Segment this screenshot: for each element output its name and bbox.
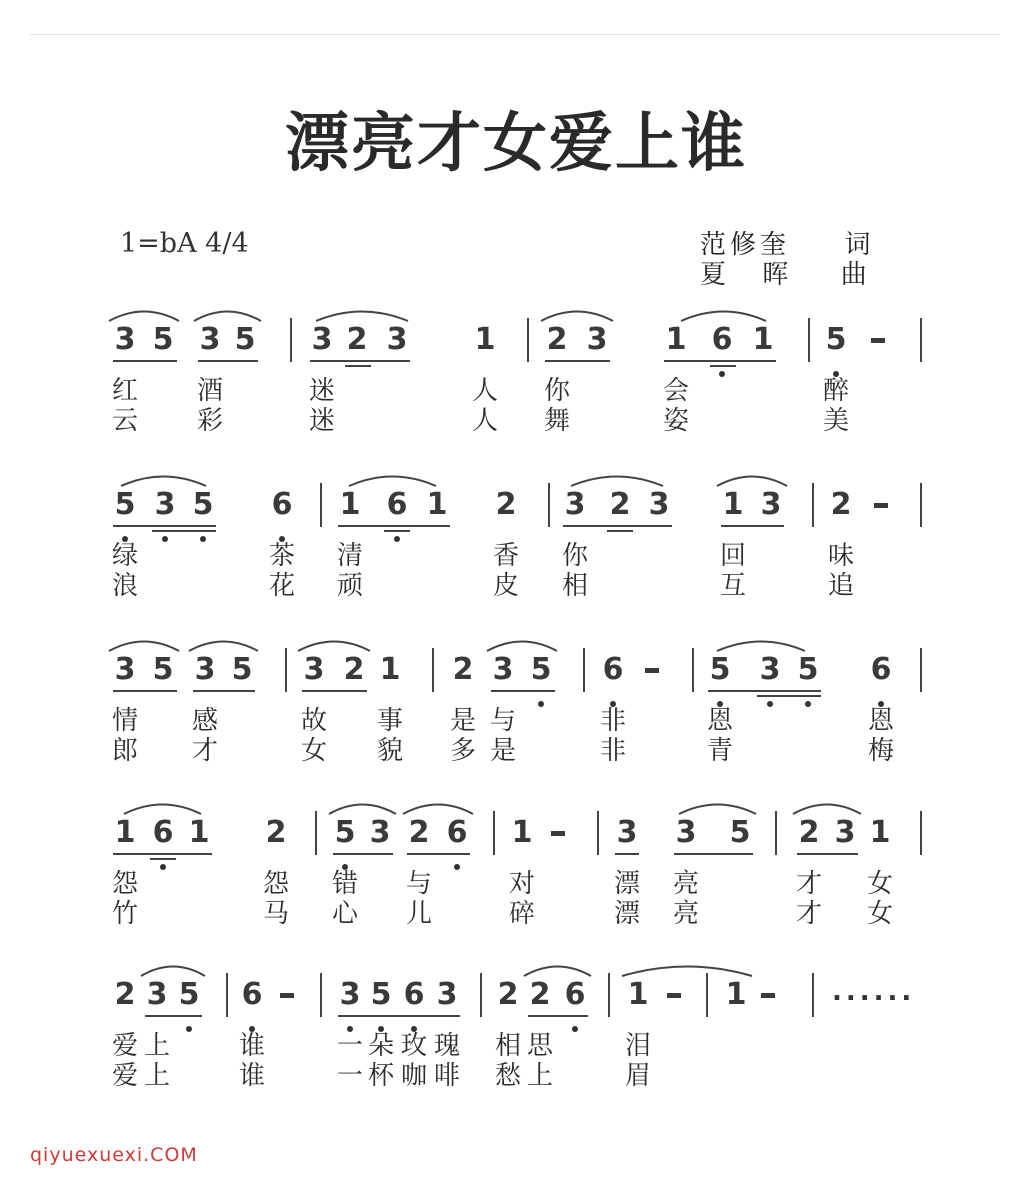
slur-mark [327,801,398,815]
duration-underline [545,360,610,362]
lyric-verse-1: 茶 [268,541,295,571]
octave-dot-below [538,701,544,707]
octave-dot-below [160,864,166,870]
lyric-verse-2: 是 [489,736,516,766]
octave-dot-below [454,864,460,870]
note-number: 2 [265,815,287,850]
note-number: 5 [797,652,819,687]
lyric-verse-2: 美 [822,406,849,436]
slur-mark [539,308,615,322]
note-number: 3 [586,322,608,357]
duration-underline [193,690,255,692]
duration-underline [491,690,555,692]
lyric-verse-2: 儿 [405,899,432,929]
duration-underline [615,853,639,855]
note-number: 3 [386,322,408,357]
lyric-verse-2: 彩 [196,406,223,436]
composer-name: 夏 晖 [700,260,803,290]
note-number: 1 [339,487,361,522]
duration-underline [113,690,177,692]
top-divider [30,34,1000,35]
slur-mark [401,801,475,815]
barline [808,318,810,362]
note-number: 6 [446,815,468,850]
barline [812,483,814,527]
note-number: 3 [114,322,136,357]
note-number: 1 [752,322,774,357]
duration-underline [113,525,216,527]
lyric-verse-1: 怨 [262,869,289,899]
lyric-verse-1: 会 [662,376,689,406]
lyric-verse-2: 郎 [111,736,138,766]
barline [583,648,585,692]
note-number: 2 [452,652,474,687]
lyric-verse-1: 思 [526,1031,553,1061]
barline [920,483,922,527]
lyric-verse-2: 相 [561,571,588,601]
slur-mark [107,308,181,322]
duration-underline [338,525,450,527]
lyric-verse-1: 女 [866,869,893,899]
lyric-verse-1: 一 [336,1031,363,1061]
barline [548,483,550,527]
lyric-verse-2: 啡 [433,1061,460,1091]
duration-underline [757,695,821,697]
slur-mark [715,473,789,487]
note-number: 3 [648,487,670,522]
duration-underline [152,530,216,532]
barline [775,811,777,855]
note-number: 3 [311,322,333,357]
lyric-verse-1: 谁 [238,1031,265,1061]
note-number: 6 [241,977,263,1012]
duration-underline [674,853,753,855]
lyric-verse-2: 人 [471,406,498,436]
lyric-verse-1: 是 [449,706,476,736]
note-number: 1 [665,322,687,357]
note-number: 3 [194,652,216,687]
note-number: 6 [602,652,624,687]
slur-mark [679,308,768,322]
lyric-verse-1: 恩 [706,706,733,736]
lyric-verse-1: 爱 [111,1031,138,1061]
lyric-verse-2: 皮 [492,571,519,601]
note-number: 3 [146,977,168,1012]
lyric-verse-2: 花 [268,571,295,601]
barline [812,973,814,1017]
barline [920,648,922,692]
duration-underline [113,360,177,362]
barline [285,648,287,692]
duration-underline [710,365,736,367]
note-number: 2 [408,815,430,850]
lyric-verse-1: 怨 [111,869,138,899]
lyric-verse-2: 漂 [613,899,640,929]
duration-underline [664,360,776,362]
composer-credit [700,254,871,291]
note-number: 3 [114,652,136,687]
lyric-verse-2: 浪 [111,571,138,601]
lyric-verse-2: 青 [706,736,733,766]
octave-dot-below [572,1026,578,1032]
lyric-verse-2: 女 [866,899,893,929]
barline [493,811,495,855]
lyric-verse-1: 绿 [111,541,138,571]
lyric-verse-2: 顽 [336,571,363,601]
lyric-verse-2: 心 [331,899,358,929]
duration-underline [198,360,258,362]
lyric-verse-1: 迷 [308,376,335,406]
note-number: 2 [495,487,517,522]
barline [320,973,322,1017]
barline [692,648,694,692]
note-number: 2 [609,487,631,522]
lyric-verse-2: 舞 [543,406,570,436]
note-number: 6 [152,815,174,850]
lyric-verse-1: 才 [795,869,822,899]
lyric-verse-2: 爱 [111,1061,138,1091]
lyric-verse-1: 泪 [624,1031,651,1061]
barline [320,483,322,527]
slur-mark [139,963,207,977]
duration-underline [528,1015,588,1017]
note-number: 1 [511,815,533,850]
lyrics-label: 词 [844,230,875,260]
lyric-verse-2: 杯 [367,1061,394,1091]
note-number: 5 [530,652,552,687]
lyric-verse-1: 玫 [400,1031,427,1061]
lyric-verse-1: 事 [376,706,403,736]
duration-underline [607,530,633,532]
barline [226,973,228,1017]
duration-underline [563,525,672,527]
lyric-verse-1: 醉 [822,376,849,406]
duration-underline [797,853,858,855]
lyric-verse-1: 回 [719,541,746,571]
duration-underline [113,853,212,855]
note-number: 2 [497,977,519,1012]
slur-mark [791,801,863,815]
sustain-dash [280,993,294,998]
lyric-verse-1: 与 [405,869,432,899]
barline [290,318,292,362]
slur-mark [715,638,807,652]
barline [920,318,922,362]
note-number: 6 [564,977,586,1012]
note-number: 3 [760,487,782,522]
slur-mark [187,638,260,652]
lyric-verse-2: 眉 [624,1061,651,1091]
lyric-verse-2: 一 [336,1061,363,1091]
note-number: 3 [675,815,697,850]
lyric-verse-1: 味 [827,541,854,571]
lyric-verse-2: 谁 [238,1061,265,1091]
lyric-verse-2: 咖 [400,1061,427,1091]
note-number: 1 [725,977,747,1012]
lyric-verse-2: 梅 [867,736,894,766]
lyric-verse-1: 亮 [672,869,699,899]
octave-dot-below [162,536,168,542]
watermark: qiyuexuexi.COM [30,1144,198,1166]
barline [432,648,434,692]
lyric-verse-1: 你 [561,541,588,571]
lyric-verse-1: 朵 [367,1031,394,1061]
lyric-verse-2: 才 [191,736,218,766]
lyric-verse-1: 漂 [613,869,640,899]
note-number: 6 [386,487,408,522]
octave-dot-below [186,1026,192,1032]
lyric-verse-1: 非 [599,706,626,736]
lyric-verse-2: 竹 [111,899,138,929]
sustain-dash [761,993,775,998]
duration-underline [302,690,367,692]
note-number: 6 [711,322,733,357]
note-number: 5 [729,815,751,850]
lyric-verse-2: 互 [719,571,746,601]
sustain-dash [645,668,659,673]
note-number: 3 [436,977,458,1012]
slur-mark [485,638,559,652]
song-title: 漂亮才女爱上谁 [285,106,747,181]
continuation-dots: ...... [832,977,916,1007]
note-number: 3 [616,815,638,850]
lyric-verse-2: 马 [262,899,289,929]
note-number: 6 [403,977,425,1012]
note-number: 3 [759,652,781,687]
octave-dot-below [719,371,725,377]
key-signature: 1=bA 4/4 [120,228,249,259]
lyric-verse-1: 红 [111,376,138,406]
note-number: 5 [234,322,256,357]
note-number: 1 [379,652,401,687]
lyric-verse-2: 多 [449,736,476,766]
note-number: 2 [798,815,820,850]
lyric-verse-2: 非 [599,736,626,766]
sustain-dash [871,338,885,343]
note-number: 2 [346,322,368,357]
note-number: 3 [369,815,391,850]
duration-underline [150,858,176,860]
lyric-verse-1: 瑰 [433,1031,460,1061]
note-number: 5 [152,652,174,687]
lyric-verse-1: 感 [191,706,218,736]
barline [706,973,708,1017]
note-number: 1 [627,977,649,1012]
duration-underline [407,853,470,855]
note-number: 6 [870,652,892,687]
lyric-verse-1: 酒 [196,376,223,406]
note-number: 2 [114,977,136,1012]
note-number: 5 [825,322,847,357]
barline [480,973,482,1017]
note-number: 3 [339,977,361,1012]
slur-mark [122,801,203,815]
lyric-verse-1: 清 [336,541,363,571]
lyric-verse-2: 碎 [508,899,535,929]
lyric-verse-1: 人 [471,376,498,406]
barline [608,973,610,1017]
note-number: 1 [722,487,744,522]
note-number: 6 [271,487,293,522]
note-number: 2 [830,487,852,522]
duration-underline [384,530,410,532]
lyric-verse-2: 貌 [376,736,403,766]
slur-mark [192,308,263,322]
note-number: 3 [564,487,586,522]
slur-mark [119,473,208,487]
note-number: 1 [474,322,496,357]
lyric-verse-1: 恩 [867,706,894,736]
note-number: 2 [529,977,551,1012]
note-number: 5 [114,487,136,522]
note-number: 2 [343,652,365,687]
lyric-verse-2: 上 [526,1061,553,1091]
slur-mark [522,963,593,977]
note-number: 1 [869,815,891,850]
lyricist-name: 范修奎 [700,230,791,260]
barline [597,811,599,855]
duration-underline [708,690,821,692]
note-number: 5 [231,652,253,687]
note-number: 2 [546,322,568,357]
lyric-verse-2: 愁 [494,1061,521,1091]
note-number: 3 [154,487,176,522]
lyric-verse-1: 对 [508,869,535,899]
slur-mark [620,963,754,977]
duration-underline [338,1015,460,1017]
barline [315,811,317,855]
slur-mark [314,308,410,322]
octave-dot-below [805,701,811,707]
slur-mark [347,473,438,487]
sustain-dash [667,993,681,998]
lyric-verse-2: 云 [111,406,138,436]
note-number: 3 [303,652,325,687]
octave-dot-below [394,536,400,542]
slur-mark [569,473,665,487]
note-number: 5 [709,652,731,687]
lyric-verse-2: 才 [795,899,822,929]
note-number: 5 [192,487,214,522]
lyric-verse-2: 追 [827,571,854,601]
barline [527,318,529,362]
note-number: 5 [152,322,174,357]
duration-underline [310,360,410,362]
note-number: 1 [426,487,448,522]
sustain-dash [551,831,565,836]
lyric-verse-1: 错 [331,869,358,899]
lyric-verse-2: 姿 [662,406,689,436]
duration-underline [721,525,784,527]
note-number: 5 [178,977,200,1012]
duration-underline [145,1015,202,1017]
lyric-verse-1: 上 [143,1031,170,1061]
duration-underline [333,853,393,855]
slur-mark [296,638,372,652]
barline [920,811,922,855]
lyric-verse-1: 香 [492,541,519,571]
lyric-verse-1: 故 [300,706,327,736]
lyric-verse-2: 女 [300,736,327,766]
note-number: 5 [334,815,356,850]
octave-dot-below [767,701,773,707]
music-label: 曲 [840,260,871,290]
lyric-verse-1: 你 [543,376,570,406]
octave-dot-below [200,536,206,542]
note-number: 1 [114,815,136,850]
note-number: 1 [188,815,210,850]
lyric-verse-2: 上 [143,1061,170,1091]
duration-underline [345,365,371,367]
lyric-verse-1: 与 [489,706,516,736]
note-number: 3 [834,815,856,850]
lyric-verse-2: 迷 [308,406,335,436]
lyric-verse-1: 相 [494,1031,521,1061]
note-number: 5 [370,977,392,1012]
slur-mark [107,638,181,652]
lyric-verse-2: 亮 [672,899,699,929]
note-number: 3 [492,652,514,687]
slur-mark [677,801,758,815]
sustain-dash [874,503,888,508]
lyric-verse-1: 情 [111,706,138,736]
note-number: 3 [199,322,221,357]
